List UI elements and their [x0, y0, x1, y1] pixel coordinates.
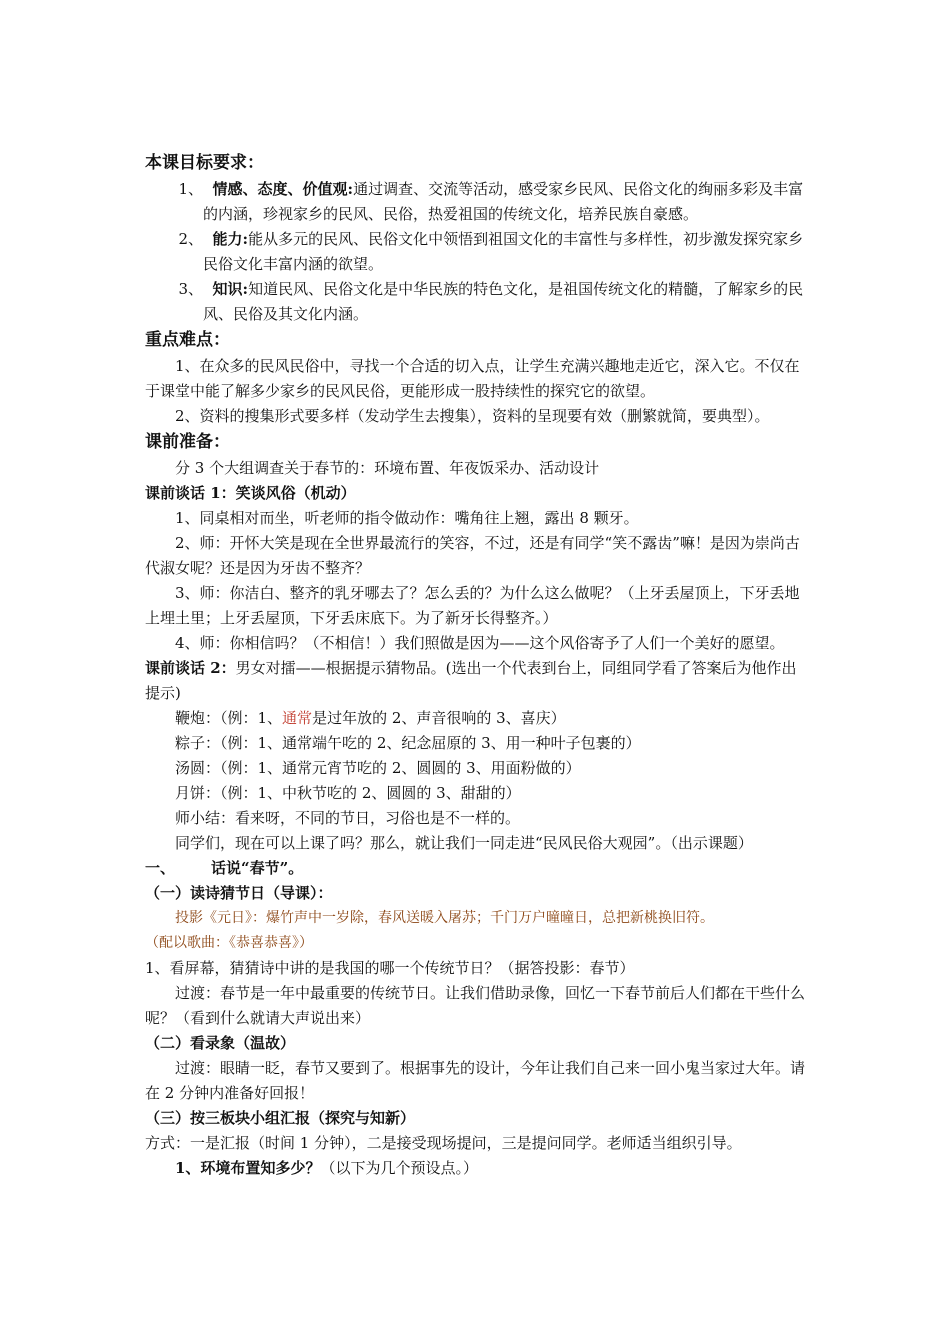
prep-heading: 课前准备：: [145, 432, 230, 452]
talk2-item-mooncake: 月饼：（例：1、中秋节吃的 2、圆圆的 3、甜甜的）: [175, 784, 521, 802]
talk1-heading: 课前谈话 1：笑谈风俗（机动）: [145, 484, 356, 502]
goal-label: 情感、态度、价值观:: [212, 180, 354, 198]
goal-label: 知识:: [212, 280, 249, 298]
subsection-2-heading: （二）看录象（温故）: [145, 1034, 296, 1052]
prep-text: 分 3 个大组调查关于春节的：环境布置、年夜饭采办、活动设计: [175, 459, 600, 477]
goals-heading: 本课目标要求：: [145, 153, 264, 173]
talk2-intro: [145, 656, 810, 706]
talk1-p3: 3、师：你洁白、整齐的乳牙哪去了？怎么丢的？为什么这么做呢？（上牙丢屋顶上，下牙丢地上埋土里；上牙丢屋顶，下牙丢床底下。为了新牙长得整齐。）: [145, 584, 800, 627]
goal-number: 1、: [178, 180, 203, 198]
talk2-item-firecracker: 鞭炮：（例：1、通常是过年放的 2、声音很响的 3、喜庆）: [175, 709, 566, 727]
question-1: 1、看屏幕，猜猜诗中讲的是我国的哪一个传统节日？（据答投影：春节）: [145, 959, 635, 977]
section1-heading: [145, 856, 810, 881]
talk2-item-zongzi: 粽子：（例：1、通常端午吃的 2、纪念屈原的 3、用一种叶子包裹的）: [175, 734, 641, 752]
document-body: [145, 150, 810, 1181]
talk2-transition: 同学们，现在可以上课了吗？那么，就让我们一同走进“民风民俗大观园”。（出示课题）: [175, 834, 753, 852]
method-text: 方式：一是汇报（时间 1 分钟），二是接受现场提问，三是提问同学。老师适当组织引导。: [145, 1134, 742, 1152]
env-question: 1、环境布置知多少？（以下为几个预设点。）: [175, 1159, 478, 1177]
goal-text: 能从多元的民风、民俗文化中领悟到祖国文化的丰富性与多样性，初步激发探究家乡民俗文化丰富内涵的欲望。: [203, 230, 804, 273]
goal-label: 能力:: [212, 230, 249, 248]
highlight-word: 通常: [282, 709, 313, 727]
section-number: 一、: [145, 859, 176, 877]
subsection-3-heading: （三）按三板块小组汇报（探究与知新）: [145, 1109, 416, 1127]
transition-2: 过渡：眼睛一眨，春节又要到了。根据事先的设计，今年让我们自己来一回小鬼当家过大年。请在 2 分钟内准备好回报！: [145, 1059, 806, 1102]
goal-text: 知道民风、民俗文化是中华民族的特色文化，是祖国传统文化的精髓，了解家乡的民风、民俗及其文化内涵。: [203, 280, 804, 323]
difficulty-heading: 重点难点：: [145, 330, 230, 350]
goal-item-1: [145, 177, 810, 227]
talk2-item-tangyuan: 汤圆：（例：1、通常元宵节吃的 2、圆圆的 3、用面粉做的）: [175, 759, 581, 777]
goal-number: 2、: [178, 230, 203, 248]
talk2-text: 男女对擂——根据提示猜物品。(选出一个代表到台上，同组同学看了答案后为他作出提示): [145, 659, 797, 702]
transition-1: 过渡：春节是一年中最重要的传统节日。让我们借助录像，回忆一下春节前后人们都在干些什么呢？（看到什么就请大声说出来）: [145, 984, 806, 1027]
poem-line: 投影《元日》：爆竹声中一岁除，春风送暖入屠苏；千门万户曈曈日，总把新桃换旧符。: [175, 910, 714, 926]
difficulty-point-1: 1、在众多的民风民俗中，寻找一个合适的切入点，让学生充满兴趣地走近它，深入它。不仅在于课堂中能了解多少家乡的民风民俗，更能形成一股持续性的探究它的欲望。: [145, 357, 800, 400]
goal-item-2: [145, 227, 810, 277]
section-title: 话说“春节”。: [211, 859, 304, 877]
goal-item-3: [145, 277, 810, 327]
goal-text: 通过调查、交流等活动，感受家乡民风、民俗文化的绚丽多彩及丰富的内涵，珍视家乡的民风、民俗，热爱祖国的传统文化，培养民族自豪感。: [203, 180, 804, 223]
talk1-p4: 4、师：你相信吗？（不相信！）我们照做是因为——这个风俗寄予了人们一个美好的愿望。: [175, 634, 785, 652]
subsection-1-heading: （一）读诗猜节日（导课）：: [145, 884, 333, 902]
poem-song-note: （配以歌曲：《恭喜恭喜》）: [145, 935, 313, 951]
talk2-summary: 师小结：看来呀，不同的节日，习俗也是不一样的。: [175, 809, 521, 827]
difficulty-point-2: 2、资料的搜集形式要多样（发动学生去搜集），资料的呈现要有效（删繁就简，要典型）。: [175, 407, 770, 425]
talk1-p2: 2、师：开怀大笑是现在全世界最流行的笑容，不过，还是有同学“笑不露齿”嘛！是因为崇尚古代淑女呢？还是因为牙齿不整齐？: [145, 534, 800, 577]
talk1-p1: 1、同桌相对而坐，听老师的指令做动作：嘴角往上翘，露出 8 颗牙。: [175, 509, 639, 527]
talk2-label: 课前谈话 2：: [145, 659, 236, 677]
goal-number: 3、: [178, 280, 203, 298]
